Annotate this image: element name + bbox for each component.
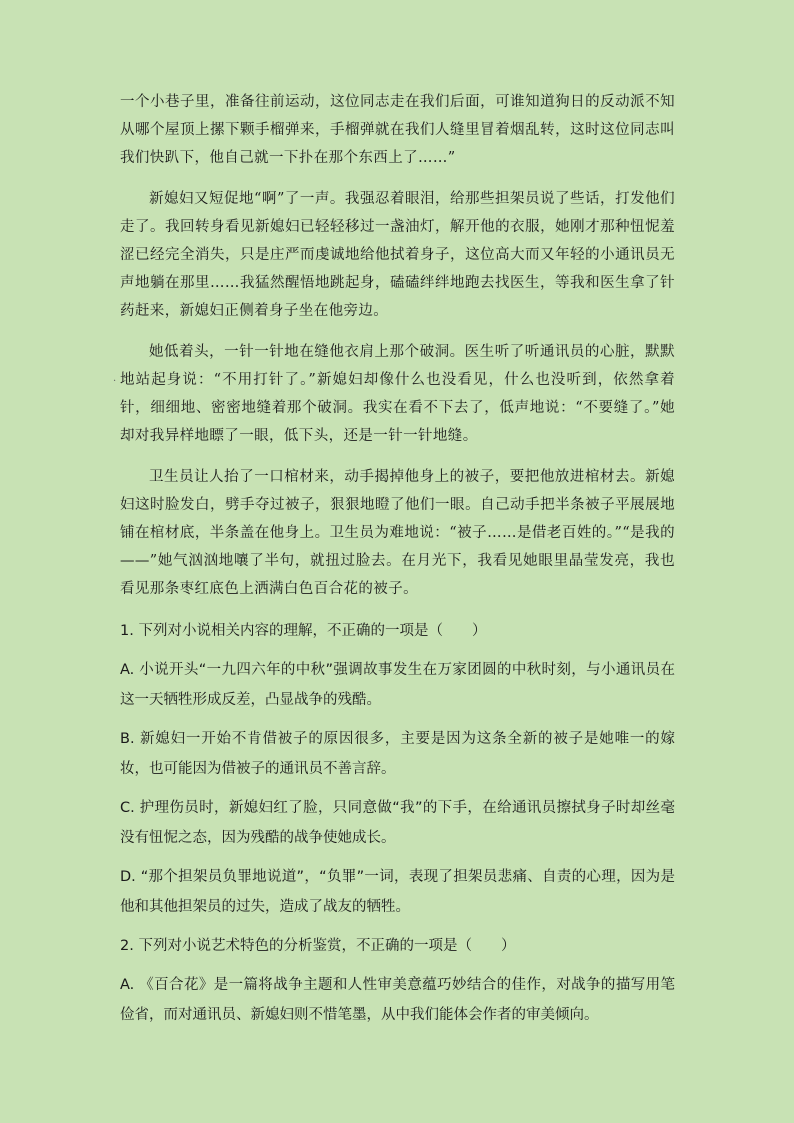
question-1-option-d: D. “那个担架员负罪地说道”，“负罪”一词，表现了担架员悲痛、自责的心理，因为是他和其他担架员的过失，造成了战友的牺牲。 (120, 869, 675, 915)
question-2-stem: 2. 下列对小说艺术特色的分析鉴赏，不正确的一项是（ ） (120, 938, 516, 954)
document-content (120, 88, 675, 1039)
question-1-stem: 1. 下列对小说相关内容的理解，不正确的一项是（ ） (120, 623, 487, 639)
question-2-option-a: A. 《百合花》是一篇将战争主题和人性审美意蕴巧妙结合的佳作，对战争的描写用笔俭省，而对通讯员、新媳妇则不惜笔墨，从中我们能体会作者的审美倾向。 (120, 977, 675, 1023)
passage-paragraph: 新媳妇又短促地“啊”了一声。我强忍着眼泪，给那些担架员说了些话，打发他们走了。我回转身看见新媳妇已轻轻移过一盏油灯，解开他的衣服，她刚才那种忸怩羞涩已经完全消失，只是庄严而虔诚地给他拭着身子，这位高大而又年轻的小通讯员无声地躺在那里……我猛然醒悟地跳起身，磕磕绊绊地跑去找医生，等我和医生拿了针药赶来，新媳妇正侧着身子坐在他旁边。 (120, 191, 675, 319)
question-1-option-a: A. 小说开头“一九四六年的中秋”强调故事发生在万家团圆的中秋时刻，与小通讯员在这一天牺牲形成反差，凸显战争的残酷。 (120, 662, 675, 708)
question-1-option-c: C. 护理伤员时，新媳妇红了脸，只同意做“我”的下手，在给通讯员擦拭身子时却丝毫没有忸怩之态，因为残酷的战争使她成长。 (120, 800, 675, 846)
passage-paragraph: 她低着头，一针一针地在缝他衣肩上那个破洞。医生听了听通讯员的心脏，默默地站起身说：“不用打针了。”新媳妇却像什么也没看见，什么也没听到，依然拿着针，细细地、密密地缝着那个破洞。我实在看不下去了，低声地说：“不要缝了。”她却对我异样地瞟了一眼，低下头，还是一针一针地缝。 (120, 344, 675, 444)
margin-dot: · (113, 376, 117, 387)
question-1-option-b: B. 新媳妇一开始不肯借被子的原因很多，主要是因为这条全新的被子是她唯一的嫁妆，也可能因为借被子的通讯员不善言辞。 (120, 731, 675, 777)
passage-paragraph: 一个小巷子里，准备往前运动，这位同志走在我们后面，可谁知道狗日的反动派不知从哪个屋顶上摞下颗手榴弹来，手榴弹就在我们人缝里冒着烟乱转，这时这位同志叫我们快趴下，他自己就一下扑在那个东西上了……” (120, 94, 675, 166)
passage-paragraph: 卫生员让人抬了一口棺材来，动手揭掉他身上的被子，要把他放进棺材去。新媳妇这时脸发白，劈手夺过被子，狠狠地瞪了他们一眼。自己动手把半条被子平展展地铺在棺材底，半条盖在他身上。卫生员为难地说：“被子……是借老百姓的。”“是我的——”她气汹汹地嚷了半句，就扭过脸去。在月光下，我看见她眼里晶莹发亮，我也看见那条枣红底色上洒满白色百合花的被子。 (120, 469, 675, 597)
